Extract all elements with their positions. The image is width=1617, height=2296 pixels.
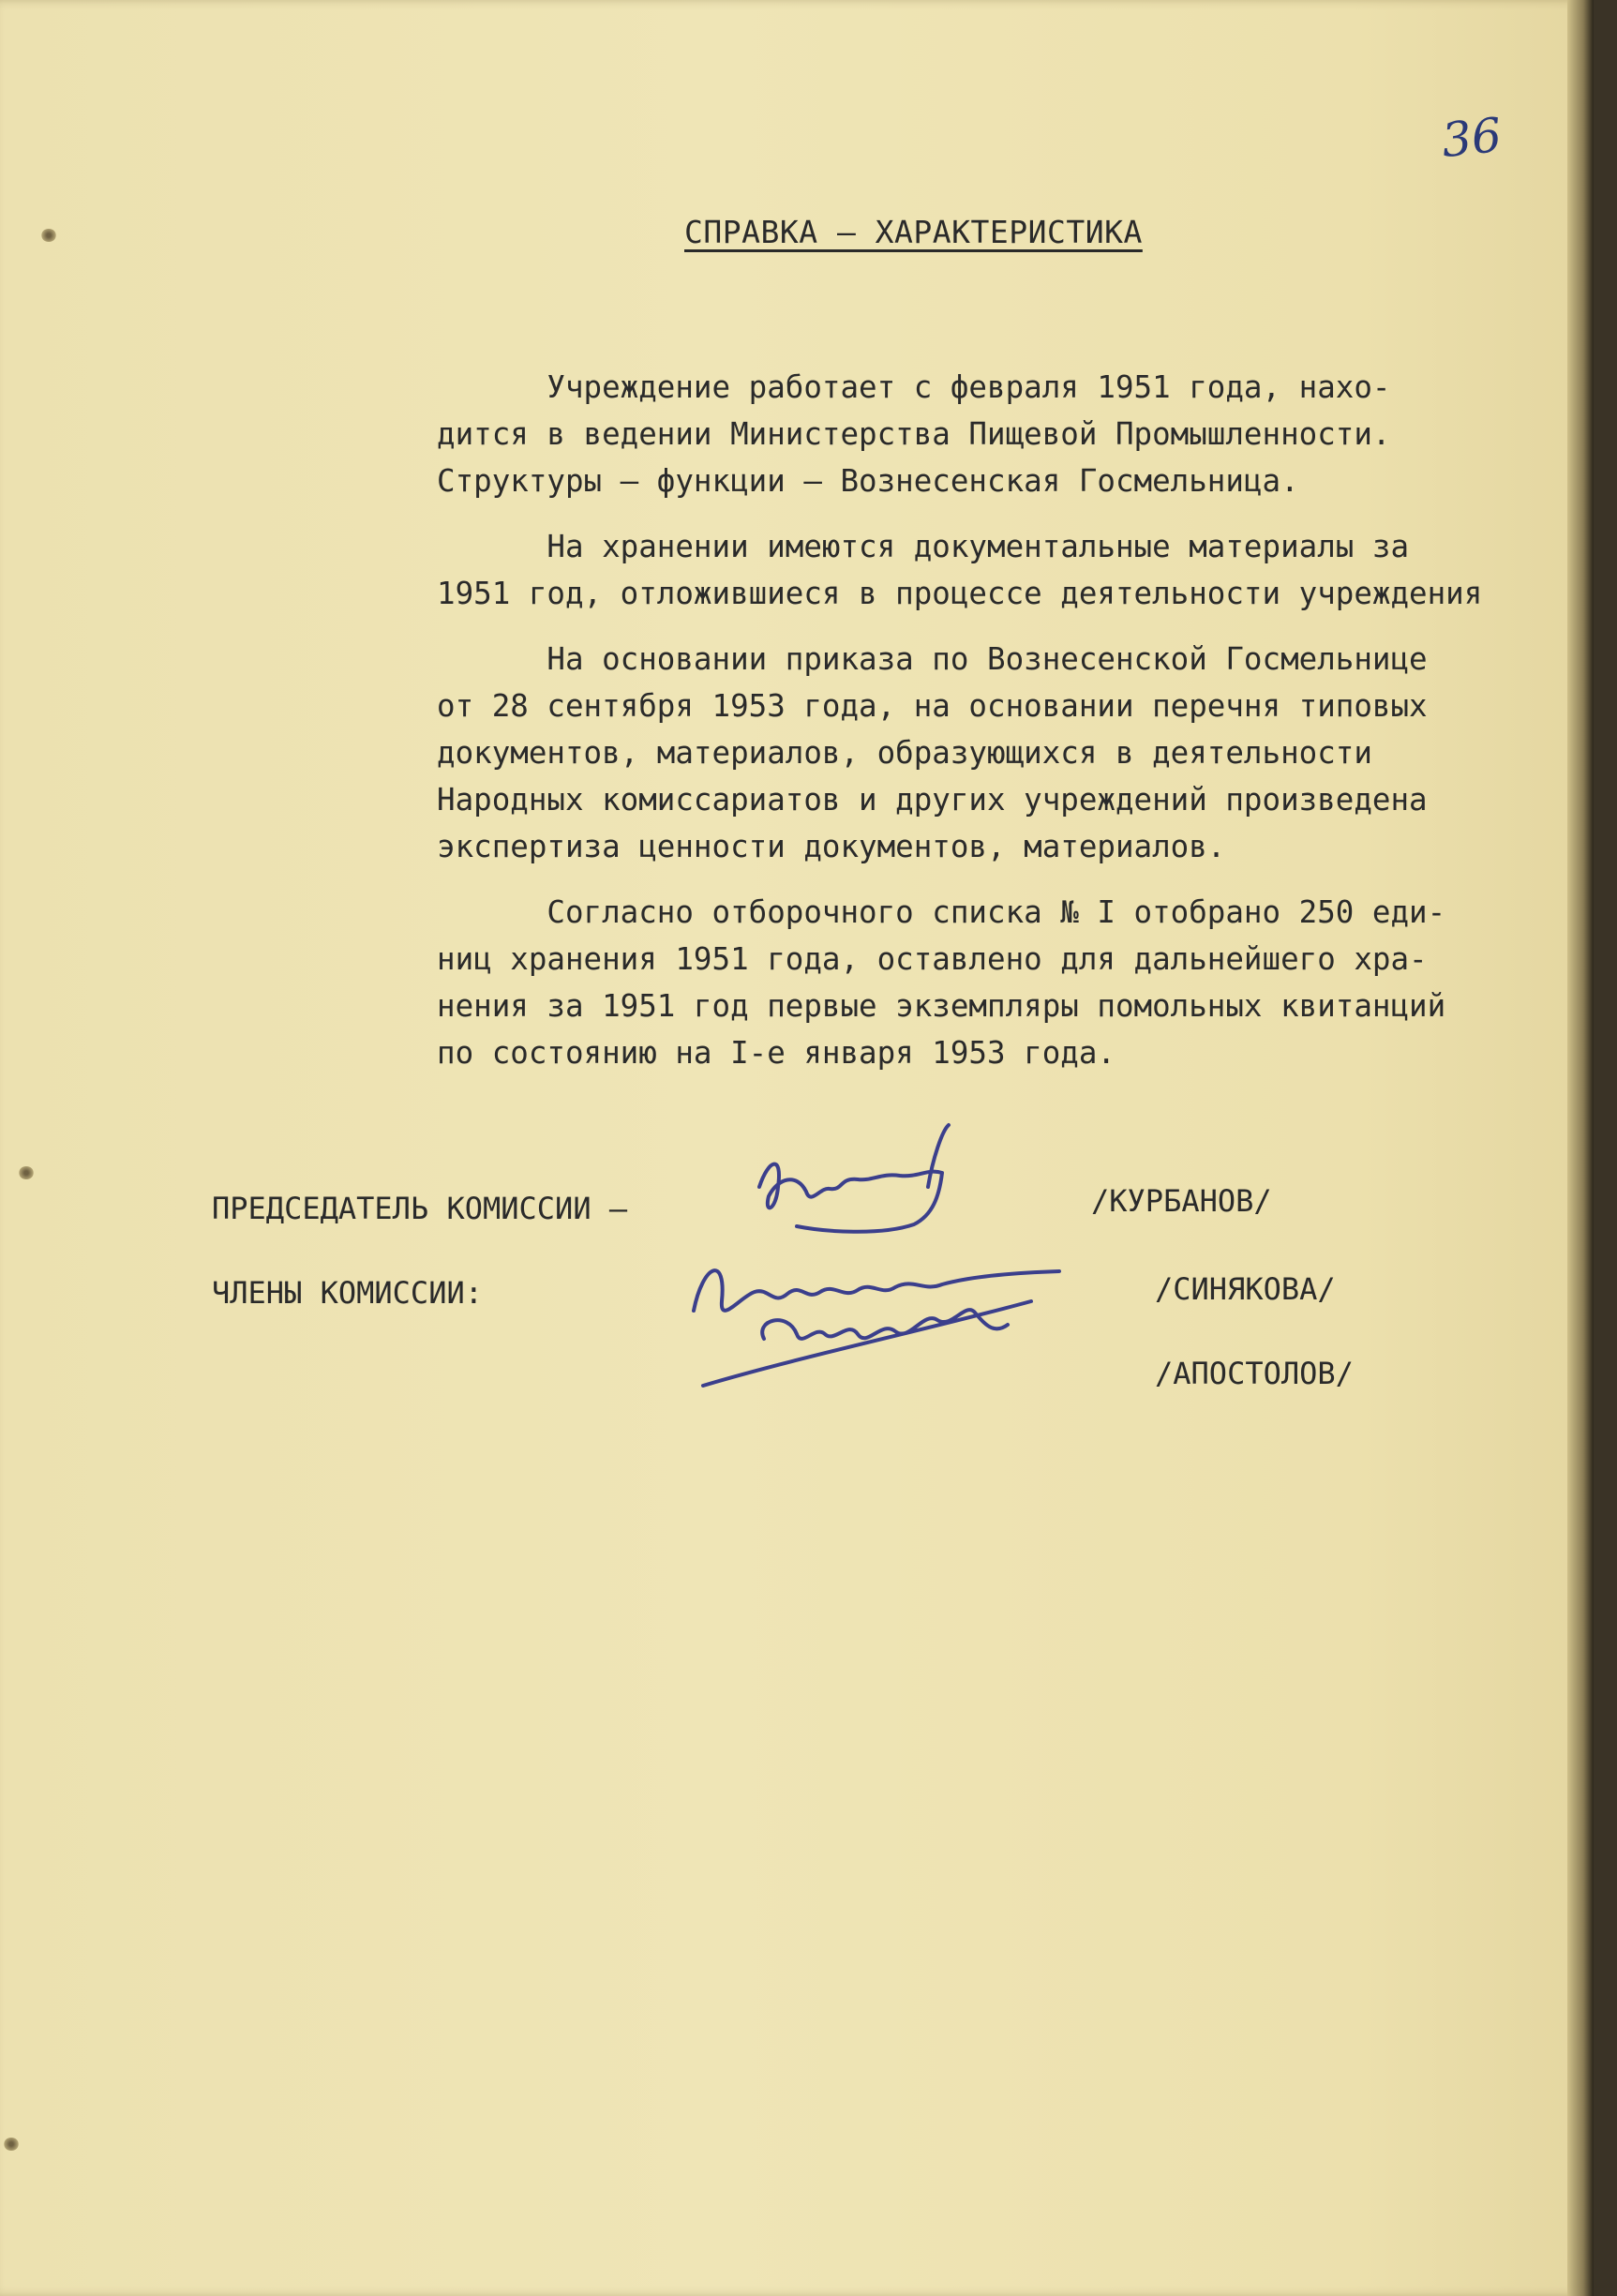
members-label: ЧЛЕНЫ КОМИССИИ: xyxy=(212,1275,483,1311)
punch-hole xyxy=(41,229,56,242)
punch-hole xyxy=(19,1166,34,1179)
page-number: 36 xyxy=(1439,107,1505,169)
chairman-signature xyxy=(741,1121,1003,1243)
chairman-name: /КУРБАНОВ/ xyxy=(1091,1183,1272,1219)
chairman-label: ПРЕДСЕДАТЕЛЬ КОМИССИИ – xyxy=(212,1191,628,1226)
paragraph: На хранении имеются документальные материалы за 1951 год, отложившиеся в процессе деятельности учреждения xyxy=(437,529,1483,611)
paragraph: Согласно отборочного списка № I отобрано 250 еди- ниц хранения 1951 года, оставлено для дальнейшего хра- нения за 1951 год первые экземпляры помольных квитанций по состоянию на I-е января 1953 года. xyxy=(437,894,1446,1071)
member-signature xyxy=(684,1245,1087,1395)
member-name: /АПОСТОЛОВ/ xyxy=(1155,1356,1354,1391)
document-body xyxy=(437,364,1594,1095)
page-edge xyxy=(1567,0,1594,2296)
paragraph: Учреждение работает с февраля 1951 года, нахо- дится в ведении Министерства Пищевой Промышленности. Структуры – функции – Вознесенская Госмельница. xyxy=(437,369,1391,499)
member-name: /СИНЯКОВА/ xyxy=(1155,1271,1336,1307)
punch-hole xyxy=(4,2138,19,2151)
document-title: СПРАВКА – ХАРАКТЕРИСТИКА xyxy=(684,214,1143,250)
paragraph: На основании приказа по Вознесенской Госмельнице от 28 сентября 1953 года, на основании перечня типовых документов, материалов, образующихся в деятельности Народных комиссариатов и других учреждений произведена экспертиза ценности документов, материалов. xyxy=(437,641,1428,864)
